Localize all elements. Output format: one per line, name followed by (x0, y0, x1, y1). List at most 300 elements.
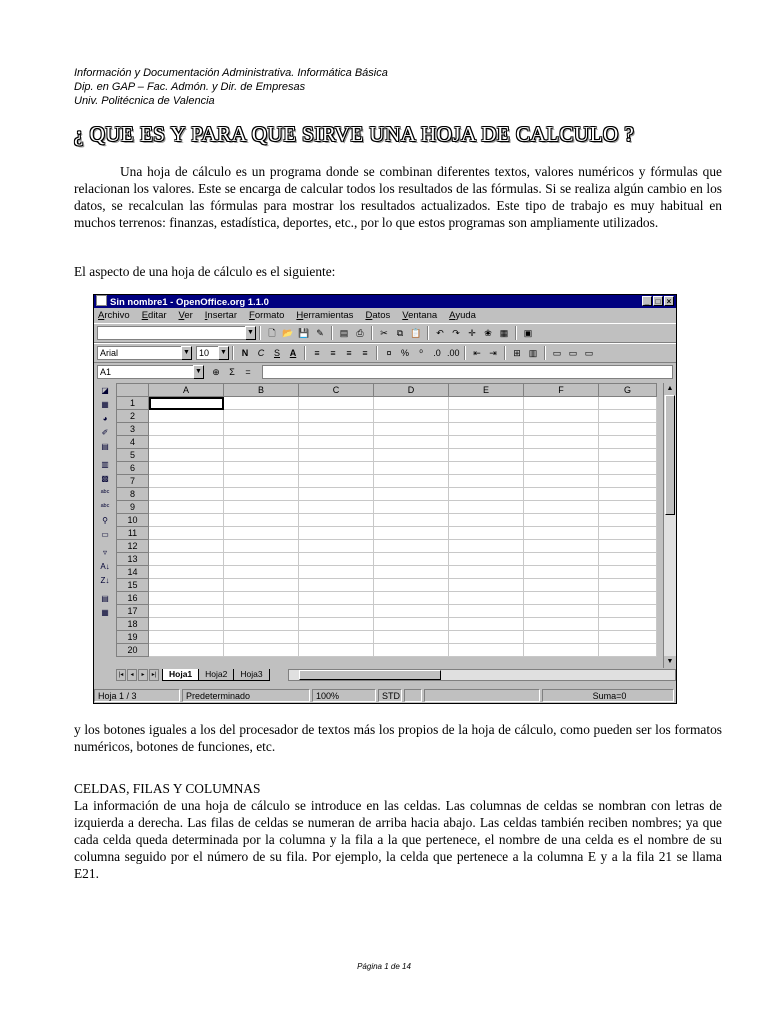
cell[interactable] (599, 488, 657, 501)
save-icon[interactable]: 💾 (298, 328, 310, 338)
cell[interactable] (599, 605, 657, 618)
chevron-down-icon[interactable]: ▼ (218, 346, 229, 360)
cell[interactable] (299, 605, 374, 618)
row-header[interactable]: 20 (117, 644, 149, 657)
decrease-indent-icon[interactable]: ⇤ (473, 348, 481, 358)
scroll-thumb[interactable] (299, 670, 441, 680)
cell[interactable] (299, 566, 374, 579)
intro-paragraph: Una hoja de cálculo es un programa donde se combinan diferentes textos, valores numéricos y fórmulas que relacionan los valores. Este se encarga de calcular todos los resultados de las fórmulas. Si se realiza algún cambio en los datos, se recalculan las fórmulas para mostrar los resultados actualizados. Este tipo de trabajo es muy habitual en muchos terrenos: finanzas, estadística, deportes, etc., por lo que estos programas son ampliamente utilizados. (74, 164, 722, 230)
cell[interactable] (374, 592, 449, 605)
status-empty (424, 689, 540, 702)
table-row (117, 488, 657, 501)
autofilter-icon[interactable]: ▿ (102, 548, 107, 557)
underline-button[interactable]: S (273, 348, 280, 358)
cell[interactable] (149, 514, 224, 527)
toolbar-extra-icon[interactable]: ▭ (552, 348, 562, 358)
cell[interactable] (449, 514, 524, 527)
align-left-icon[interactable]: ≡ (314, 348, 320, 358)
status-sheet: Hoja 1 / 3 (94, 689, 180, 702)
vertical-scrollbar[interactable] (663, 383, 676, 668)
cell[interactable] (374, 514, 449, 527)
row-header[interactable]: 12 (117, 540, 149, 553)
cell[interactable] (449, 631, 524, 644)
find-icon[interactable]: ⚲ (102, 516, 108, 525)
formula-input[interactable] (262, 365, 673, 379)
number-format-icon[interactable]: ⁰ (419, 348, 423, 358)
cell[interactable] (374, 631, 449, 644)
section-paragraph: La información de una hoja de cálculo se introduce en las celdas. Las columnas de celdas se nombran con letras de izquierda a derecha. Las filas de celdas se numeran de arriba hacia abajo. Las celdas también reciben nombres; ya que cada celda queda determinada por la columna y la fila a la que pertenece, el nombre de una celda es el nombre de su columna seguido por el número de su fila. Por ejemplo, la celda que pertenece a la columna E y a la fila 21 se llama E21. (74, 798, 722, 881)
cell[interactable] (599, 540, 657, 553)
cell[interactable] (149, 397, 224, 410)
cell[interactable] (224, 475, 299, 488)
cell[interactable] (299, 540, 374, 553)
scroll-down-icon[interactable]: ▼ (664, 656, 676, 668)
corner-cell[interactable] (117, 384, 149, 397)
cell[interactable] (299, 618, 374, 631)
aspect-paragraph: El aspecto de una hoja de cálculo es el siguiente: (74, 264, 336, 279)
table-row (117, 553, 657, 566)
format-toolbar (94, 343, 676, 363)
chevron-down-icon[interactable]: ▼ (245, 326, 256, 340)
cell[interactable] (524, 397, 599, 410)
menu-item-formato[interactable]: Formato (249, 310, 285, 321)
cell[interactable] (599, 592, 657, 605)
add-decimal-icon[interactable]: .0 (433, 348, 441, 358)
horizontal-scrollbar[interactable] (288, 669, 676, 681)
cell[interactable] (449, 618, 524, 631)
align-center-icon[interactable]: ≡ (330, 348, 336, 358)
cell[interactable] (524, 618, 599, 631)
cell[interactable] (149, 618, 224, 631)
sort-ascending-icon[interactable]: A↓ (100, 562, 110, 571)
cell[interactable] (449, 540, 524, 553)
standard-toolbar (94, 323, 676, 343)
new-icon[interactable]: 🗋 (268, 328, 276, 338)
cell[interactable] (599, 527, 657, 540)
cell[interactable] (224, 449, 299, 462)
cell[interactable] (599, 566, 657, 579)
cell[interactable] (524, 579, 599, 592)
cell[interactable] (149, 566, 224, 579)
sum-icon[interactable]: Σ (229, 367, 235, 377)
name-box[interactable]: A1 (97, 365, 193, 379)
cell[interactable] (449, 475, 524, 488)
cell[interactable] (599, 501, 657, 514)
cell[interactable] (374, 436, 449, 449)
cell[interactable] (524, 631, 599, 644)
cell[interactable] (224, 501, 299, 514)
copy-icon[interactable]: ⧉ (396, 328, 404, 338)
italic-button[interactable]: C (257, 348, 265, 358)
cell[interactable] (524, 449, 599, 462)
column-header[interactable]: A (149, 384, 224, 397)
open-icon[interactable]: 📂 (282, 328, 294, 338)
cell[interactable] (149, 462, 224, 475)
cell[interactable] (599, 475, 657, 488)
header-line-3: Univ. Politécnica de Valencia (74, 95, 215, 107)
column-header[interactable]: F (524, 384, 599, 397)
chart-icon[interactable]: ▩ (101, 474, 109, 483)
cell[interactable] (299, 410, 374, 423)
menu-item-ventana[interactable]: Ventana (402, 310, 438, 321)
cell[interactable] (599, 462, 657, 475)
table-row (117, 566, 657, 579)
insert-cells-icon[interactable]: ▦ (101, 400, 109, 409)
table-row (117, 605, 657, 618)
menu-item-herramientas[interactable]: Herramientas (296, 310, 354, 321)
cell[interactable] (149, 475, 224, 488)
page-footer: Página 1 de 14 (357, 962, 411, 971)
last-sheet-icon[interactable]: ▸| (149, 669, 159, 681)
cell[interactable] (299, 553, 374, 566)
background-color-icon[interactable]: ▥ (528, 348, 538, 358)
bold-button[interactable]: N (241, 348, 249, 358)
cell[interactable] (149, 501, 224, 514)
paste-icon[interactable]: 📋 (410, 328, 422, 338)
image-icon[interactable]: ▣ (523, 328, 533, 338)
row-header[interactable]: 15 (117, 579, 149, 592)
toolbar-extra-icon-3[interactable]: ▭ (584, 348, 594, 358)
cell[interactable] (599, 449, 657, 462)
cell[interactable] (224, 566, 299, 579)
cell[interactable] (524, 527, 599, 540)
menu-item-archivo[interactable]: Archivo (98, 310, 130, 321)
cell[interactable] (224, 436, 299, 449)
status-modified (404, 689, 422, 702)
row-header[interactable]: 3 (117, 423, 149, 436)
prev-sheet-icon[interactable]: ◂ (127, 669, 137, 681)
cell[interactable] (374, 566, 449, 579)
cell[interactable] (149, 540, 224, 553)
cell[interactable] (599, 436, 657, 449)
menu-item-insertar[interactable]: Insertar (204, 310, 237, 321)
cell[interactable] (374, 449, 449, 462)
cell[interactable] (149, 579, 224, 592)
cell[interactable] (599, 631, 657, 644)
cell[interactable] (524, 514, 599, 527)
cell[interactable] (299, 501, 374, 514)
chevron-down-icon[interactable]: ▼ (193, 365, 204, 379)
datasource-icon[interactable]: ▭ (101, 530, 109, 539)
cell[interactable] (449, 553, 524, 566)
cell[interactable] (449, 462, 524, 475)
cell[interactable] (224, 644, 299, 657)
cell[interactable] (149, 423, 224, 436)
table-row (117, 631, 657, 644)
window-titlebar (94, 295, 676, 308)
cell[interactable] (299, 488, 374, 501)
cell[interactable] (599, 514, 657, 527)
table-row (117, 579, 657, 592)
cell[interactable] (224, 462, 299, 475)
cell[interactable] (149, 605, 224, 618)
toolbar-extra-icon-2[interactable]: ▭ (568, 348, 578, 358)
cell[interactable] (524, 566, 599, 579)
cell[interactable] (149, 488, 224, 501)
justify-icon[interactable]: ≡ (362, 348, 368, 358)
table-row (117, 462, 657, 475)
undo-icon[interactable]: ↶ (436, 328, 444, 338)
row-header[interactable]: 9 (117, 501, 149, 514)
print-icon[interactable]: ⎙ (356, 328, 364, 338)
cell[interactable] (524, 501, 599, 514)
table-row (117, 618, 657, 631)
cell[interactable] (374, 410, 449, 423)
cell[interactable] (224, 527, 299, 540)
cell[interactable] (599, 579, 657, 592)
section-title: CELDAS, FILAS Y COLUMNAS (74, 781, 261, 796)
sheet-tabs-row (116, 668, 676, 682)
row-header[interactable]: 14 (117, 566, 149, 579)
cell[interactable] (449, 423, 524, 436)
show-draw-icon[interactable]: ✐ (101, 428, 109, 437)
cell[interactable] (374, 553, 449, 566)
column-header[interactable]: B (224, 384, 299, 397)
menu-item-editar[interactable]: Editar (141, 310, 167, 321)
table-row (117, 540, 657, 553)
row-header[interactable]: 17 (117, 605, 149, 618)
cell[interactable] (524, 423, 599, 436)
cell[interactable] (374, 501, 449, 514)
scroll-thumb[interactable] (665, 395, 675, 515)
column-header[interactable]: D (374, 384, 449, 397)
table-row (117, 501, 657, 514)
cell[interactable] (299, 436, 374, 449)
cell[interactable] (374, 475, 449, 488)
cell[interactable] (524, 475, 599, 488)
cell[interactable] (299, 644, 374, 657)
cell[interactable] (299, 592, 374, 605)
cell[interactable] (299, 423, 374, 436)
datasource-icon[interactable]: ▦ (499, 328, 509, 338)
cell[interactable] (149, 592, 224, 605)
cell[interactable] (149, 527, 224, 540)
cell[interactable] (149, 644, 224, 657)
cell[interactable] (374, 644, 449, 657)
cell[interactable] (524, 462, 599, 475)
cell[interactable] (449, 501, 524, 514)
cell[interactable] (599, 644, 657, 657)
row-header[interactable]: 11 (117, 527, 149, 540)
row-header[interactable]: 8 (117, 488, 149, 501)
cell[interactable] (149, 410, 224, 423)
status-sum: Suma=0 (542, 689, 674, 702)
table-row (117, 423, 657, 436)
menu-item-ayuda[interactable]: Ayuda (449, 310, 476, 321)
cell[interactable] (149, 436, 224, 449)
function-wizard-icon[interactable]: ⊕ (212, 367, 220, 377)
status-mode[interactable]: STD (378, 689, 402, 702)
cell[interactable] (224, 631, 299, 644)
formula-bar (94, 363, 676, 381)
cell[interactable] (299, 527, 374, 540)
cell[interactable] (524, 488, 599, 501)
cell[interactable] (224, 553, 299, 566)
cell[interactable] (524, 644, 599, 657)
cell[interactable] (149, 553, 224, 566)
after-paragraph: y los botones iguales a los del procesador de textos más los propios de la hoja de cálculo, como pueden ser los formatos numéricos, botones de funciones, etc. (74, 722, 722, 754)
insert-field-icon[interactable]: ▥ (101, 460, 109, 469)
cell[interactable] (599, 410, 657, 423)
spellcheck-icon[interactable]: ᵃᵇᶜ (100, 488, 110, 497)
cell[interactable] (299, 475, 374, 488)
menu-item-ver[interactable]: Ver (178, 310, 193, 321)
cell[interactable] (449, 397, 524, 410)
cell[interactable] (374, 540, 449, 553)
column-header[interactable]: C (299, 384, 374, 397)
cell[interactable] (224, 488, 299, 501)
close-icon[interactable]: × (664, 296, 674, 306)
cell[interactable] (374, 462, 449, 475)
cell[interactable] (449, 410, 524, 423)
row-header[interactable]: 10 (117, 514, 149, 527)
app-icon (96, 295, 107, 306)
cell[interactable] (449, 527, 524, 540)
table-row (117, 410, 657, 423)
edit-file-icon[interactable]: ▤ (101, 442, 109, 451)
row-header[interactable]: 6 (117, 462, 149, 475)
borders-icon[interactable]: ⊞ (513, 348, 521, 358)
menu-bar (94, 308, 676, 323)
redo-icon[interactable]: ↷ (452, 328, 460, 338)
status-zoom[interactable]: 100% (312, 689, 376, 702)
pdf-icon[interactable]: ▤ (339, 328, 349, 338)
increase-indent-icon[interactable]: ⇥ (489, 348, 497, 358)
scroll-up-icon[interactable]: ▲ (664, 383, 676, 395)
table-row (117, 436, 657, 449)
navigator-icon[interactable]: ✛ (468, 328, 476, 338)
row-header[interactable]: 13 (117, 553, 149, 566)
page-title: ¿ QUE ES Y PARA QUE SIRVE UNA HOJA DE CALCULO ? (74, 122, 635, 146)
spellcheck-auto-icon[interactable]: ᵃᵇᶜ (100, 502, 110, 511)
insert-object-icon[interactable]: ◕ (102, 414, 108, 423)
first-sheet-icon[interactable]: |◂ (116, 669, 126, 681)
row-header[interactable]: 18 (117, 618, 149, 631)
form-icon[interactable]: ▤ (101, 594, 109, 603)
cell[interactable] (524, 436, 599, 449)
cell[interactable] (449, 592, 524, 605)
cell[interactable] (374, 527, 449, 540)
font-name-combo[interactable]: Arial (97, 346, 181, 360)
cell[interactable] (299, 514, 374, 527)
cell[interactable] (449, 449, 524, 462)
cell[interactable] (224, 605, 299, 618)
row-header[interactable]: 1 (117, 397, 149, 410)
row-header[interactable]: 7 (117, 475, 149, 488)
cell[interactable] (149, 631, 224, 644)
cell[interactable] (299, 449, 374, 462)
row-header[interactable]: 19 (117, 631, 149, 644)
cell[interactable] (374, 397, 449, 410)
cell[interactable] (599, 553, 657, 566)
maximize-icon[interactable]: □ (653, 296, 663, 306)
cell[interactable] (224, 397, 299, 410)
cell[interactable] (374, 605, 449, 618)
menu-item-datos[interactable]: Datos (365, 310, 391, 321)
cell[interactable] (224, 410, 299, 423)
cell[interactable] (299, 397, 374, 410)
table-row (117, 644, 657, 657)
cell[interactable] (374, 579, 449, 592)
cell[interactable] (299, 462, 374, 475)
header-line-2: Dip. en GAP – Fac. Admón. y Dir. de Empresas (74, 81, 306, 93)
cell[interactable] (224, 514, 299, 527)
row-header[interactable]: 16 (117, 592, 149, 605)
remove-decimal-icon[interactable]: .00 (447, 348, 460, 358)
cell[interactable] (599, 397, 657, 410)
row-header[interactable]: 5 (117, 449, 149, 462)
align-right-icon[interactable]: ≡ (346, 348, 352, 358)
cell[interactable] (599, 423, 657, 436)
cell[interactable] (374, 423, 449, 436)
cell[interactable] (449, 436, 524, 449)
form-design-icon[interactable]: ▦ (101, 608, 109, 617)
percent-icon[interactable]: % (400, 348, 409, 358)
next-sheet-icon[interactable]: ▸ (138, 669, 148, 681)
row-header[interactable]: 4 (117, 436, 149, 449)
cell[interactable] (224, 540, 299, 553)
cell[interactable] (524, 605, 599, 618)
table-row (117, 397, 657, 410)
tab-hoja1[interactable]: Hoja1 (162, 669, 199, 681)
tab-hoja3[interactable]: Hoja3 (233, 669, 269, 681)
cut-icon[interactable]: ✂ (380, 328, 388, 338)
cell[interactable] (449, 566, 524, 579)
tab-hoja2[interactable]: Hoja2 (198, 669, 234, 681)
cell[interactable] (299, 579, 374, 592)
cell[interactable] (449, 579, 524, 592)
header-line-1: Información y Documentación Administrativa. Informática Básica (74, 67, 388, 79)
insert-icon[interactable]: ◪ (101, 386, 109, 395)
cell[interactable] (224, 592, 299, 605)
cell[interactable] (224, 618, 299, 631)
cell[interactable] (299, 631, 374, 644)
font-color-button[interactable]: A (289, 348, 297, 358)
equals-icon[interactable]: = (245, 367, 251, 377)
table-row (117, 514, 657, 527)
sort-descending-icon[interactable]: Z↓ (100, 576, 110, 585)
cell[interactable] (224, 579, 299, 592)
row-header[interactable]: 2 (117, 410, 149, 423)
minimize-icon[interactable]: _ (642, 296, 652, 306)
cell[interactable] (449, 644, 524, 657)
document-header (74, 66, 388, 108)
edit-icon[interactable]: ✎ (316, 328, 324, 338)
cell-grid[interactable] (116, 383, 657, 657)
cell[interactable] (524, 592, 599, 605)
cell[interactable] (524, 410, 599, 423)
status-style: Predeterminado (182, 689, 310, 702)
chevron-down-icon[interactable]: ▼ (181, 346, 192, 360)
gallery-icon[interactable]: ❀ (484, 328, 492, 338)
cell[interactable] (524, 553, 599, 566)
cell[interactable] (449, 605, 524, 618)
cell[interactable] (224, 423, 299, 436)
column-header[interactable]: E (449, 384, 524, 397)
cell[interactable] (599, 618, 657, 631)
cell[interactable] (449, 488, 524, 501)
cell[interactable] (374, 618, 449, 631)
currency-icon[interactable]: ¤ (386, 348, 392, 358)
column-header[interactable]: G (599, 384, 657, 397)
cell[interactable] (149, 449, 224, 462)
spreadsheet-screenshot (93, 294, 677, 704)
table-row (117, 527, 657, 540)
font-size-combo[interactable]: 10 (196, 346, 218, 360)
cell[interactable] (374, 488, 449, 501)
url-combo[interactable] (97, 326, 245, 340)
cell[interactable] (524, 540, 599, 553)
